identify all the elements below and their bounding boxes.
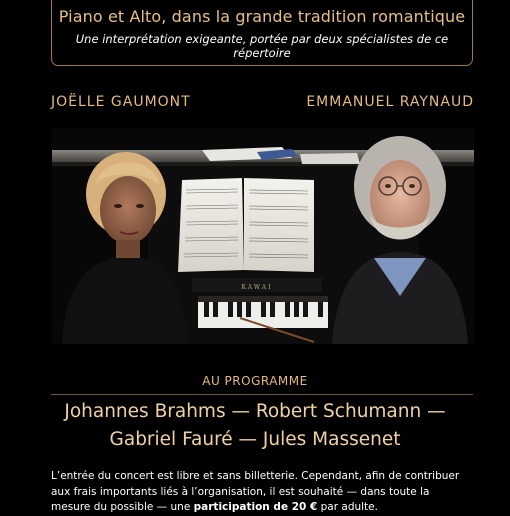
performer-name-right: EMMANUEL RAYNAUD: [306, 94, 474, 110]
piano-brand: KAWAI: [241, 284, 273, 291]
piano-keyboard: [198, 296, 328, 328]
composer-line-1: Johannes Brahms — Robert Schumann —: [64, 401, 446, 422]
composer-list: [40, 398, 470, 454]
admission-text-1: L’entrée du concert est libre et sans billetterie. Cependant, afin de contribuer aux frais importants liés à l’organisation, il est souhaité — dans toute la mesure du possible — une: [51, 470, 460, 513]
programme-heading: AU PROGRAMME: [202, 374, 308, 388]
admission-text-2: par adulte.: [317, 501, 378, 513]
programme-divider: [51, 394, 473, 395]
admission-info: [51, 469, 471, 516]
participation-amount: participation de 20 €: [193, 501, 318, 513]
banner-title: Piano et Alto, dans la grande tradition romantique: [58, 7, 466, 26]
banner-subtitle: Une interprétation exigeante, portée par deux spécialistes de ce répertoire: [75, 32, 449, 60]
header-banner: [51, 0, 473, 66]
composer-line-2: Gabriel Fauré — Jules Massenet: [109, 429, 401, 450]
performers-photo: [52, 128, 474, 344]
sheet-music: [178, 178, 314, 272]
performer-name-left: JOËLLE GAUMONT: [51, 94, 191, 110]
